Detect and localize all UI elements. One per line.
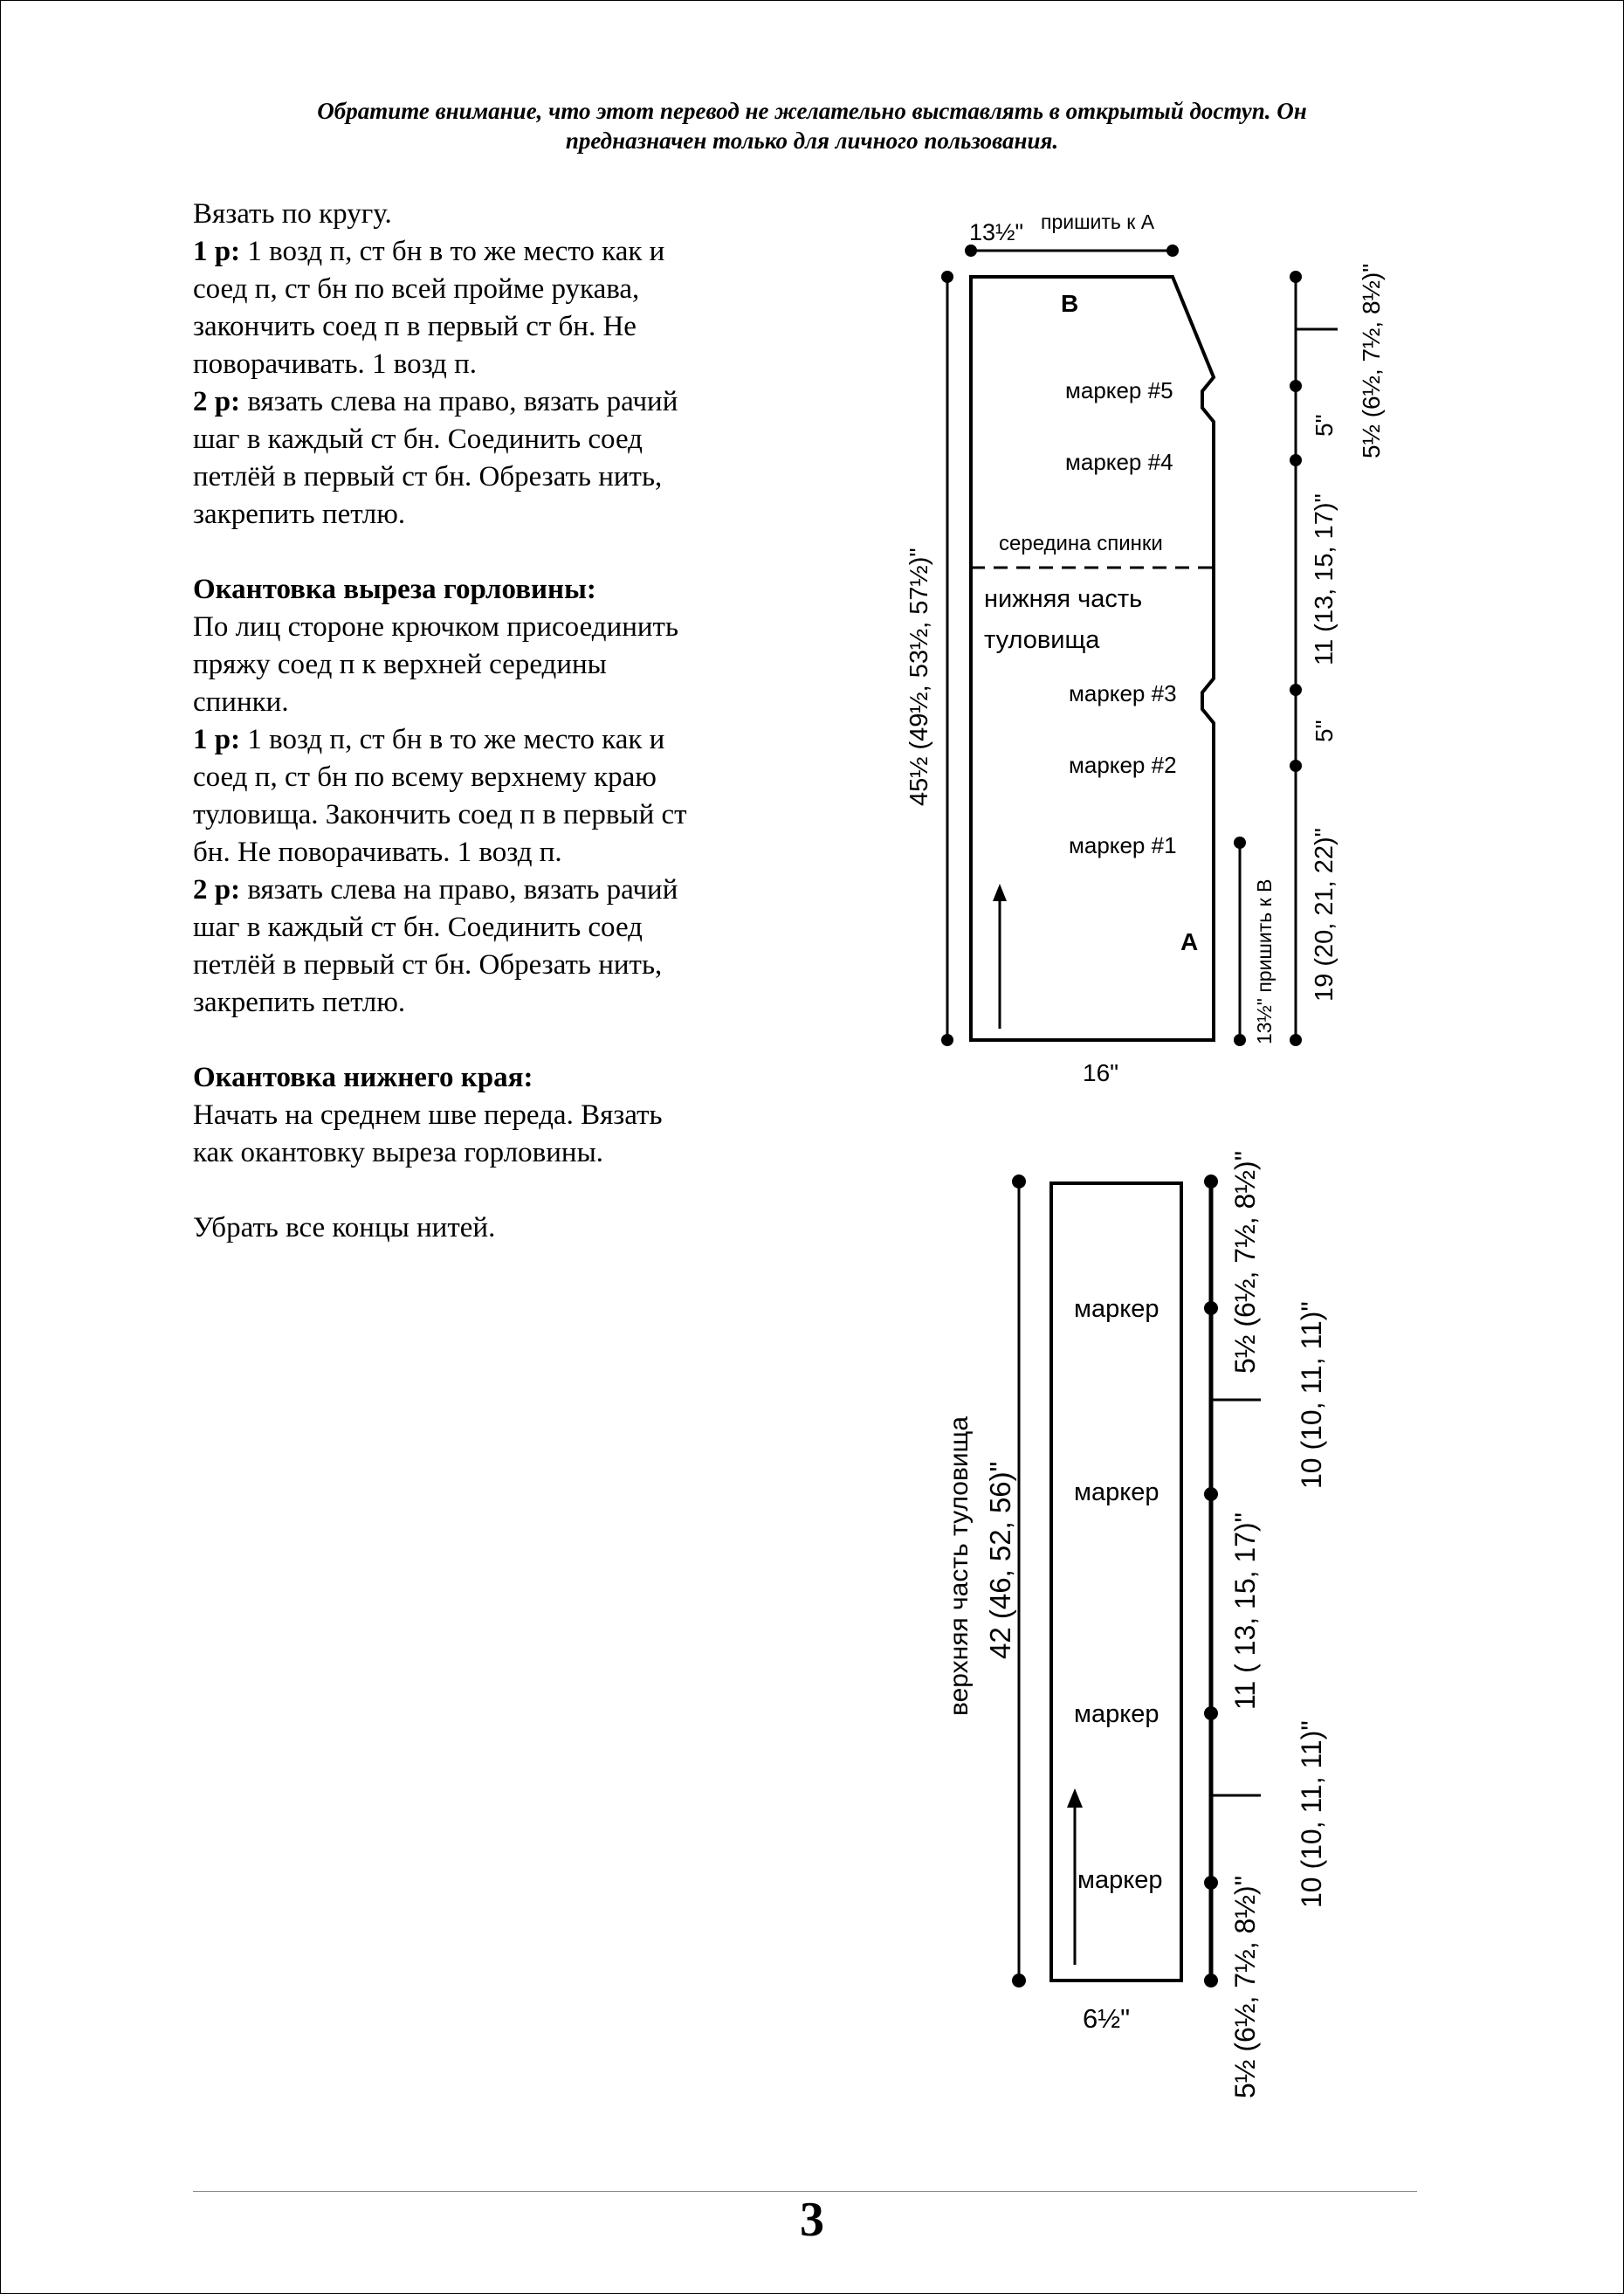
text-line: По лиц стороне крючком присоединить — [193, 611, 679, 643]
right-5a-label: 5" — [1311, 720, 1338, 742]
right-attach-label: 13½" пришить к В — [1253, 878, 1276, 1044]
top-attach-note: пришить к А — [1041, 210, 1155, 233]
text-line: поворачивать. 1 возд п. — [193, 348, 478, 380]
right-bottom-label: 5½ (6½, 7½, 8½)" — [1229, 1875, 1261, 2098]
row-label: 1 р: — [193, 724, 241, 755]
text-line: пряжу соед п к верхней середины — [193, 649, 607, 680]
dim-dot — [1204, 1487, 1218, 1501]
intro-line: Вязать по кругу. — [193, 198, 392, 230]
grain-arrow-head — [993, 884, 1007, 901]
dim-dot — [1204, 1706, 1218, 1720]
dim-dot — [1204, 1876, 1218, 1890]
text-line: как окантовку выреза горловины. — [193, 1137, 603, 1168]
bottom-width-label: 6½" — [1083, 2003, 1131, 2034]
left-height-label: 45½ (49½, 53½, 57½)" — [905, 548, 933, 806]
text-line: 1 возд п, ст бн в то же место как и — [240, 724, 665, 755]
grain-arrow-head — [1067, 1788, 1083, 1808]
dim-dot — [1012, 1175, 1026, 1188]
right-11-label: 11 (13, 15, 17)" — [1311, 493, 1338, 665]
text-line: вязать слева на право, вязать рачий — [240, 874, 678, 906]
dim-dot — [1290, 380, 1302, 392]
notice-line-1: Обратите внимание, что этот перевод не желательно выставлять в открытый доступ. Он — [317, 98, 1307, 124]
lower-body-label-2: туловища — [984, 626, 1100, 654]
marker-label: маркер — [1074, 1295, 1160, 1323]
center-back-label: середина спинки — [999, 532, 1163, 555]
text-line: шаг в каждый ст бн. Соединить соед — [193, 912, 643, 943]
dim-dot — [1166, 245, 1179, 257]
text-line: туловища. Закончить соед п в первый ст — [193, 799, 687, 830]
dim-dot — [1204, 1175, 1218, 1188]
dim-dot — [1012, 1974, 1026, 1987]
upper-body-label: верхняя часть туловища — [945, 1416, 974, 1716]
text-line: шаг в каждый ст бн. Соединить соед — [193, 424, 643, 455]
dim-dot — [1290, 271, 1302, 283]
right-5b-label: 5" — [1311, 414, 1338, 437]
text-line: вязать слева на право, вязать рачий — [240, 386, 678, 417]
section-heading: Окантовка нижнего края: — [193, 1062, 533, 1093]
dim-dot — [941, 1034, 953, 1046]
notice-line-2: предназначен только для личного пользования. — [565, 127, 1059, 154]
text-line: Начать на среднем шве переда. Вязать — [193, 1099, 663, 1131]
dim-dot — [941, 271, 953, 283]
section-heading: Окантовка выреза горловины: — [193, 574, 596, 605]
row-label: 2 р: — [193, 386, 241, 417]
marker-4: маркер #4 — [1065, 449, 1173, 475]
right-top-label: 5½ (6½, 7½, 8½)" — [1229, 1150, 1261, 1374]
dim-dot — [1290, 760, 1302, 772]
marker-1: маркер #1 — [1069, 832, 1177, 858]
dim-dot — [1204, 1301, 1218, 1315]
text-line: закрепить петлю. — [193, 499, 406, 530]
row-label: 1 р: — [193, 236, 241, 267]
marker-label: маркер — [1074, 1700, 1160, 1728]
marker-5: маркер #5 — [1065, 377, 1173, 403]
dim-dot — [1290, 684, 1302, 696]
marker-label: маркер — [1074, 1478, 1160, 1506]
left-height-label: 42 (46, 52, 56)" — [984, 1461, 1016, 1659]
text-line: петлёй в первый ст бн. Обрезать нить, — [193, 461, 663, 493]
right-5half-label: 5½ (6½, 7½, 8½)" — [1358, 263, 1385, 458]
right-10b-label: 10 (10, 11, 11)" — [1296, 1720, 1327, 1908]
text-line: бн. Не поворачивать. 1 возд п. — [193, 837, 562, 868]
top-width-label: 13½" — [969, 219, 1024, 245]
lower-body-label-1: нижняя часть — [984, 585, 1143, 613]
right-10a-label: 10 (10, 11, 11)" — [1296, 1301, 1327, 1489]
dim-dot — [1204, 1974, 1218, 1987]
dim-dot — [1290, 454, 1302, 466]
marker-label: маркер — [1077, 1866, 1163, 1894]
dim-dot — [1234, 1034, 1246, 1046]
dim-dot — [1290, 1034, 1302, 1046]
marker-3: маркер #3 — [1069, 680, 1177, 706]
dim-dot — [965, 245, 977, 257]
bottom-width-label: 16" — [1083, 1059, 1119, 1086]
text-line: 1 возд п, ст бн в то же место как и — [240, 236, 665, 267]
label-a: A — [1180, 928, 1199, 955]
text-line: закрепить петлю. — [193, 987, 406, 1018]
text-line: спинки. — [193, 686, 289, 718]
right-19-label: 19 (20, 21, 22)" — [1311, 828, 1338, 1002]
page-number: 3 — [800, 2193, 824, 2247]
dim-dot — [1234, 837, 1246, 849]
text-line: соед п, ст бн по всему верхнему краю — [193, 761, 657, 793]
label-b: B — [1061, 290, 1079, 317]
text-line: петлёй в первый ст бн. Обрезать нить, — [193, 949, 663, 981]
right-11-label: 11 ( 13, 15, 17)" — [1229, 1512, 1261, 1710]
text-line: закончить соед п в первый ст бн. Не — [193, 311, 637, 342]
text-line: соед п, ст бн по всей пройме рукава, — [193, 273, 640, 305]
marker-2: маркер #2 — [1069, 752, 1177, 778]
row-label: 2 р: — [193, 874, 241, 906]
finish-line: Убрать все концы нитей. — [193, 1212, 496, 1243]
